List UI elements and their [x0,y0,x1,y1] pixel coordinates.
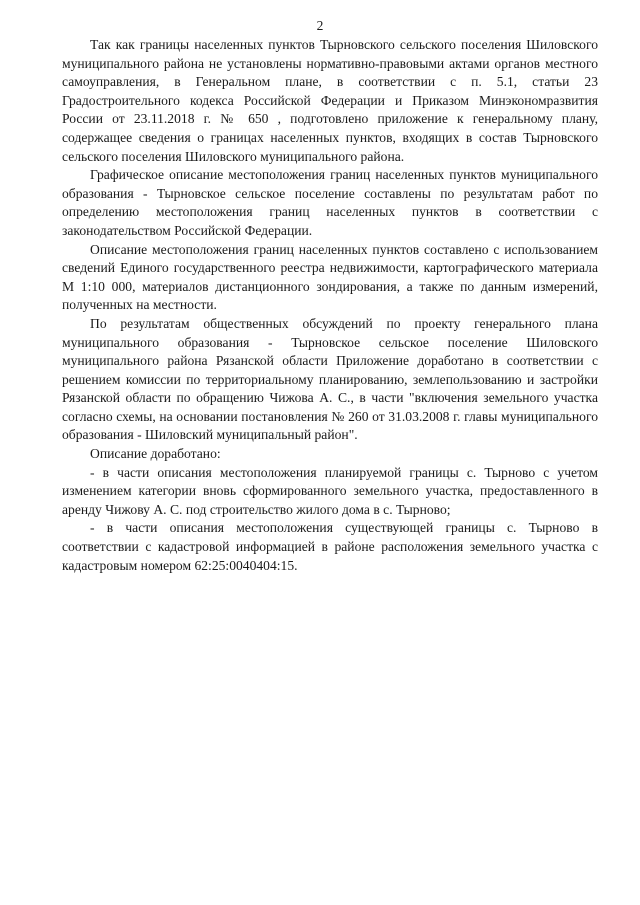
paragraph-graphic-description: Графическое описание местоположения границ населенных пунктов муниципального образования - Тырновское сельское поселение составлены по результатам работ по определению местоположения границ населенных пунктов в соответствии с законодательством Российской Федерации. [62,167,598,238]
paragraph-boundaries-not-established: Так как границы населенных пунктов Тырновского сельского поселения Шиловского муниципального района не установлены нормативно-правовыми актами органов местного самоуправления, в Генеральном плане, в соответствии с п. 5.1, статьи 23 Градостроительного кодекса Российской Федерации и Приказом Минэкономразвития России от 23.11.2018 г. № 650 , подготовлено приложение к генеральному плану, содержащее сведения о границах населенных пунктов, входящих в состав Тырновского сельского поселения Шиловского муниципального района. [62,37,598,164]
paragraph-planned-boundary: - в части описания местоположения планируемой границы с. Тырново с учетом изменением категории вновь сформированного земельного участка, предоставленного в аренду Чижову А. С. под строительство жилого дома в с. Тырново; [62,464,598,517]
page-number: 2 [316,18,324,33]
document-body [62,36,598,575]
paragraph-public-discussion: По результатам общественных обсуждений по проекту генерального плана муниципального образования - Тырновское сельское поселение Шиловского муниципального района Рязанской области Приложение доработано в соответствии с решением комиссии по территориальному планированию, землепользованию и застройки Рязанской области по обращению Чижова А. С., в части "включения земельного участка согласно схемы, на основании постановления № 260 от 31.03.2008 г. главы муниципального образования - Шиловский муниципальный район". [62,315,598,443]
paragraph-revised-heading: Описание доработано: [90,446,221,462]
paragraph-sources: Описание местоположения границ населенных пунктов составлено с использованием сведений Единого государственного реестра недвижимости, картографического материала М 1:10 000, материалов дистанционного зондирования, а также по данным измерений, полученных на местности. [62,241,598,313]
paragraph-existing-boundary: - в части описания местоположения существующей границы с. Тырново в соответствии с кадастровой информацией в районе расположения земельного участка с кадастровым номером 62:25:0040404:15. [62,520,598,573]
